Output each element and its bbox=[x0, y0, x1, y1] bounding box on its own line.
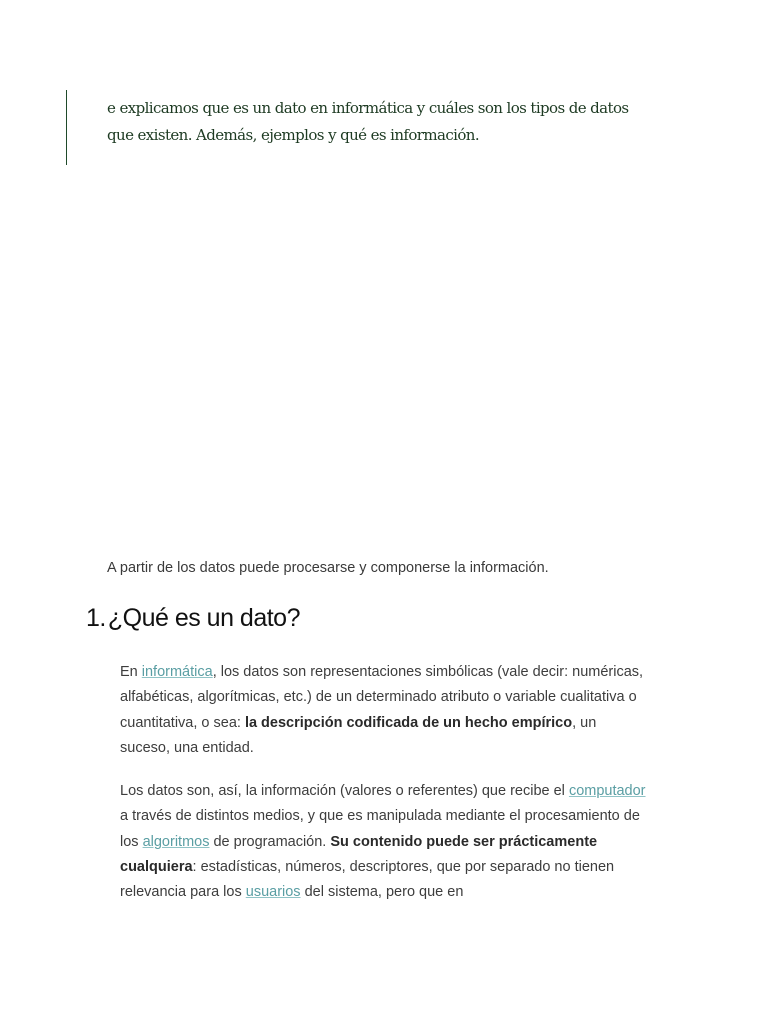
intro-text: e explicamos que es un dato en informática y cuáles son los tipos de datos que existen. Además, ejemplos y qué es información. bbox=[107, 99, 629, 144]
paragraph-text: : estadísticas, números, descriptores, que por separado no tienen relevancia para los bbox=[120, 858, 615, 901]
section-number: 1. bbox=[86, 604, 106, 632]
bold-definition: la descripción codificada de un hecho empírico bbox=[244, 714, 573, 731]
paragraph-definition bbox=[120, 660, 650, 761]
link-informatica[interactable]: informática bbox=[141, 664, 213, 680]
image-caption: A partir de los datos puede procesarse y componerse la información. bbox=[107, 560, 549, 576]
intro-blockquote bbox=[66, 90, 647, 165]
link-algoritmos[interactable]: algoritmos bbox=[142, 833, 210, 850]
paragraph-text: , un suceso, una entidad. bbox=[120, 714, 597, 756]
section-title: ¿Qué es un dato? bbox=[107, 604, 300, 632]
paragraph-content bbox=[120, 779, 650, 905]
paragraph-text: , los datos son representaciones simbólicas (vale decir: numéricas, alfabéticas, algorítmicas, etc.) de un determinado atributo o variable cualitativa o cuantitativa, o sea: bbox=[120, 664, 644, 731]
paragraph-text: En bbox=[120, 664, 142, 680]
paragraph-text: del sistema, pero que en bbox=[300, 884, 464, 901]
paragraph-text: de programación. bbox=[209, 833, 331, 850]
paragraph-text: a través de distintos medios, y que es manipulada mediante el procesamiento de los bbox=[120, 808, 640, 850]
bold-content: Su contenido puede ser prácticamente cualquiera bbox=[120, 833, 598, 875]
section-heading bbox=[86, 601, 300, 635]
link-computador[interactable]: computador bbox=[568, 783, 646, 799]
paragraph-text: Los datos son, así, la información (valores o referentes) que recibe el bbox=[120, 783, 569, 799]
link-usuarios[interactable]: usuarios bbox=[245, 884, 301, 901]
